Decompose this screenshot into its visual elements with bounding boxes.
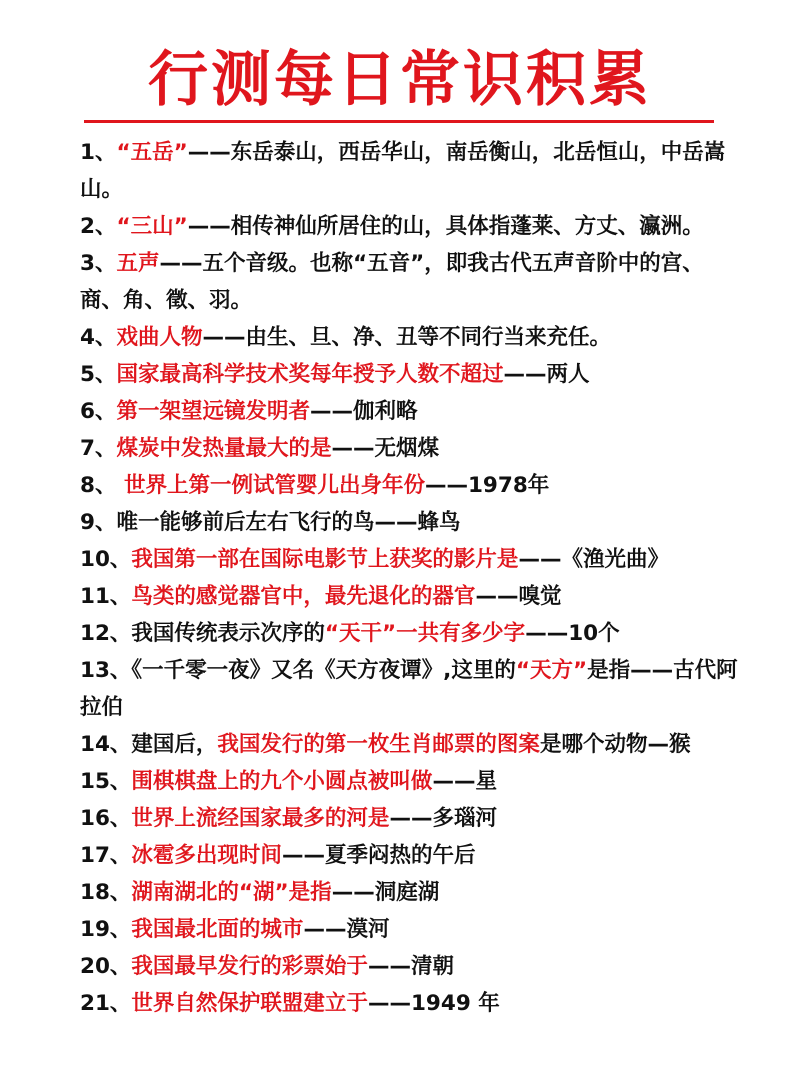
item-text: 5、 [80, 362, 117, 387]
item-text: ——漠河 [303, 917, 390, 942]
item-text: 2、 [80, 214, 117, 239]
highlight-text: 世界自然保护联盟建立于 [131, 991, 368, 1016]
highlight-text: 冰雹多出现时间 [131, 843, 282, 868]
highlight-text: 煤炭中发热量最大的是 [116, 436, 332, 461]
highlight-text: 我国最早发行的彩票始于 [131, 954, 368, 979]
list-item [80, 985, 740, 1022]
item-text: ——10个 [525, 621, 620, 646]
list-item [80, 763, 740, 800]
list-item [80, 837, 740, 874]
item-text: 19、 [80, 917, 132, 942]
page-title: 行测每日常识积累 [148, 45, 652, 115]
list-item [80, 134, 740, 208]
item-text: 7、 [80, 436, 117, 461]
item-text: 21、 [80, 991, 132, 1016]
list-item [80, 208, 740, 245]
list-item [80, 430, 740, 467]
item-text: ——清朝 [367, 954, 454, 979]
list-item [80, 615, 740, 652]
item-text: ——无烟煤 [331, 436, 439, 461]
list-item [80, 504, 740, 541]
list-item [80, 245, 740, 319]
item-text: ——东岳泰山，西岳华山，南岳衡山，北岳恒山，中岳嵩山。 [80, 140, 726, 202]
item-text: 是哪个动物—猴 [539, 732, 691, 757]
item-text: ——由生、旦、净、丑等不同行当来充任。 [202, 325, 611, 350]
list-item [80, 541, 740, 578]
item-text: 13、《一千零一夜》又名《天方夜谭》,这里的 [80, 658, 516, 683]
item-text: 15、 [80, 769, 132, 794]
item-text: 16、 [80, 806, 132, 831]
item-text: 是指——古代阿拉伯 [80, 658, 738, 720]
highlight-text: “五岳” [116, 140, 188, 165]
item-text: 3、 [80, 251, 117, 276]
list-item [80, 467, 740, 504]
highlight-text: 五声 [116, 251, 160, 276]
item-text: ——星 [432, 769, 497, 794]
list-item [80, 652, 740, 726]
title-divider [84, 120, 714, 123]
highlight-text: 世界上流经国家最多的河是 [131, 806, 390, 831]
highlight-text: 戏曲人物 [116, 325, 203, 350]
item-text: ——洞庭湖 [331, 880, 440, 905]
item-text: 11、 [80, 584, 132, 609]
item-text: 18、 [80, 880, 132, 905]
item-text: ——多瑙河 [389, 806, 497, 831]
item-text: 20、 [80, 954, 132, 979]
highlight-text: “三山” [116, 214, 188, 239]
list-item [80, 948, 740, 985]
list-item [80, 726, 740, 763]
highlight-text: 鸟类的感觉器官中，最先退化的器官 [131, 584, 476, 609]
item-text: 14、建国后， [80, 732, 218, 757]
item-text: ——嗅觉 [475, 584, 562, 609]
fact-list [80, 134, 740, 1022]
item-text: ——1978年 [424, 473, 550, 498]
item-text: ——《渔光曲》 [518, 547, 669, 572]
item-text: 10、 [80, 547, 132, 572]
highlight-text: 湖南湖北的“湖”是指 [131, 880, 332, 905]
item-text: ——相传神仙所居住的山，具体指蓬莱、方丈、瀛洲。 [187, 214, 704, 239]
highlight-text: 我国最北面的城市 [131, 917, 304, 942]
highlight-text: 国家最高科学技术奖每年授予人数不超过 [116, 362, 504, 387]
list-item [80, 578, 740, 615]
highlight-text: “天方” [515, 658, 588, 683]
item-text: 1、 [80, 140, 117, 165]
highlight-text: 世界上第一例试管婴儿出身年份 [123, 473, 425, 498]
list-item [80, 393, 740, 430]
highlight-text: 第一架望远镜发明者 [116, 399, 310, 424]
highlight-text: “天干”一共有多少字 [324, 621, 526, 646]
list-item [80, 319, 740, 356]
list-item [80, 911, 740, 948]
item-text: ——两人 [503, 362, 590, 387]
highlight-text: 我国发行的第一枚生肖邮票的图案 [217, 732, 540, 757]
highlight-text: 围棋棋盘上的九个小圆点被叫做 [131, 769, 433, 794]
item-text: ——伽利略 [309, 399, 418, 424]
item-text: ——五个音级。也称“五音”，即我古代五声音阶中的宫、商、角、徵、羽。 [80, 251, 704, 313]
item-text: 9、唯一能够前后左右飞行的鸟——蜂鸟 [80, 510, 461, 535]
list-item [80, 800, 740, 837]
item-text: ——1949 年 [367, 991, 500, 1016]
list-item [80, 874, 740, 911]
highlight-text: 我国第一部在国际电影节上获奖的影片是 [131, 547, 519, 572]
item-text: 6、 [80, 399, 117, 424]
item-text: ——夏季闷热的午后 [281, 843, 476, 868]
list-item [80, 356, 740, 393]
item-text: 12、我国传统表示次序的 [80, 621, 325, 646]
item-text: 4、 [80, 325, 117, 350]
item-text: 17、 [80, 843, 132, 868]
item-text: 8、 [80, 473, 124, 498]
